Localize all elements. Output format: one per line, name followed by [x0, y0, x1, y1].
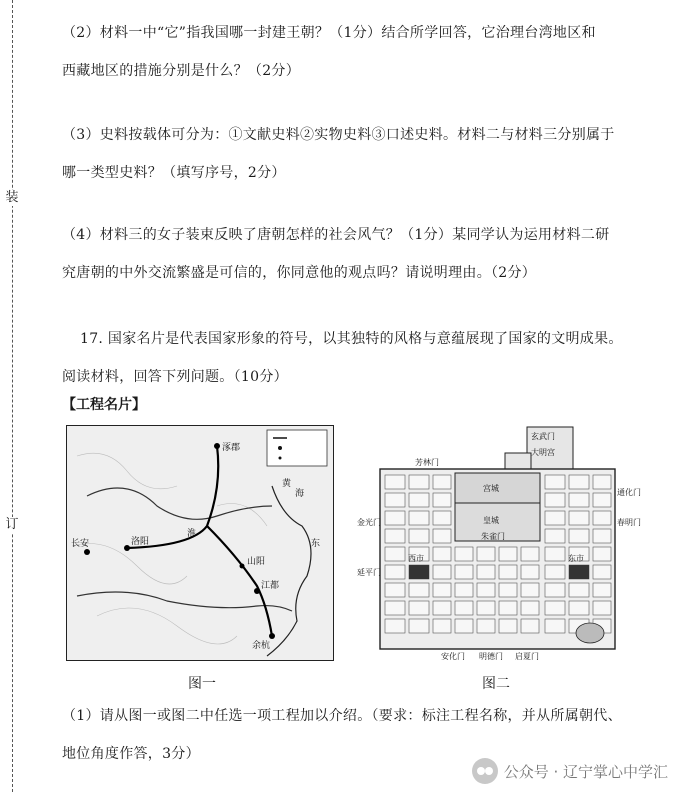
q16-part3 — [62, 116, 662, 192]
figure-2-caption: 图二 — [482, 676, 510, 692]
map-label-jiangdu: 江都 — [261, 581, 280, 591]
q16-part4-line1: （4）材料三的女子装束反映了唐朝怎样的社会风气？（1分）某同学认为运用材料二研 — [62, 227, 610, 243]
figure-2-changan-plan — [355, 425, 641, 665]
q16-part2 — [62, 14, 662, 90]
section-tag: 【工程名片】 — [62, 397, 146, 413]
map-label-dong: 东 — [311, 539, 321, 549]
watermark — [472, 758, 668, 784]
plan-label-xuanwumen: 玄武门 — [531, 432, 555, 441]
figure-1-caption: 图一 — [188, 676, 216, 692]
plan-label-daminggong: 大明宫 — [531, 448, 555, 457]
map-label-shanyang: 山阳 — [247, 557, 266, 567]
map-label-zhuojun: 涿郡 — [222, 443, 241, 453]
q16-part2-line2: 西藏地区的措施分别是什么？（2分） — [62, 63, 301, 79]
figure-1-canal-map — [66, 425, 334, 661]
map-label-huang: 黄 — [282, 479, 292, 489]
q17-intro-line2: 阅读材料，回答下列问题。（10分） — [62, 369, 288, 385]
binding-line — [12, 0, 13, 792]
canal-map-svg — [67, 426, 333, 660]
plan-label-zhuquemen: 朱雀门 — [481, 532, 505, 541]
plan-label-xishi: 西市 — [408, 554, 424, 563]
q17-intro-line1: 17. 国家名片是代表国家形象的符号，以其独特的风格与意蕴展现了国家的文明成果。 — [80, 331, 623, 347]
q17-part1-line2: 地位角度作答，3分） — [62, 746, 200, 762]
map-label-changan: 长安 — [71, 539, 90, 549]
plan-label-mingdemen: 明德门 — [479, 652, 503, 661]
plan-label-anhuamen: 安化门 — [441, 652, 465, 661]
plan-label-qixiamen: 启夏门 — [515, 652, 539, 661]
plan-label-chunmingmen: 春明门 — [617, 518, 641, 527]
wechat-icon — [472, 758, 498, 784]
q16-part4 — [62, 216, 662, 292]
map-label-luoyang: 洛阳 — [131, 537, 150, 547]
q17-part1-line1: （1）请从图一或图二中任选一项工程加以介绍。（要求：标注工程名称，并从所属朝代、 — [62, 708, 622, 724]
q16-part4-line2: 究唐朝的中外交流繁盛是可信的，你同意他的观点吗？请说明理由。（2分） — [62, 265, 537, 281]
q17-intro — [62, 320, 680, 396]
map-label-hai: 海 — [295, 489, 305, 499]
q16-part3-line2: 哪一类型史料？（填写序号，2分） — [62, 165, 286, 181]
watermark-text: 公众号 · 辽宁掌心中学汇 — [503, 762, 668, 781]
q16-part2-line1: （2）材料一中“它”指我国哪一封建王朝？（1分）结合所学回答，它治理台湾地区和 — [62, 25, 596, 41]
plan-label-tonghuamen: 通化门 — [617, 488, 641, 497]
q16-part3-line1: （3）史料按载体可分为：①文献史料②实物史料③口述史料。材料二与材料三分别属于 — [62, 127, 615, 143]
plan-label-huangcheng: 皇城 — [483, 516, 499, 525]
plan-label-yanpingmen: 延平门 — [357, 568, 381, 577]
binding-char-zhuang: 装 — [5, 190, 19, 205]
plan-label-gongcheng: 宫城 — [483, 484, 499, 493]
plan-label-fanglinmen: 芳林门 — [415, 458, 439, 467]
map-label-huai: 淮 — [187, 529, 197, 539]
plan-label-dongshi: 东市 — [568, 554, 584, 563]
map-label-yuhang: 余杭 — [252, 641, 271, 651]
plan-label-jinguangmen: 金光门 — [357, 518, 381, 527]
changan-plan-svg — [355, 425, 641, 665]
binding-char-ding: 订 — [5, 517, 19, 532]
